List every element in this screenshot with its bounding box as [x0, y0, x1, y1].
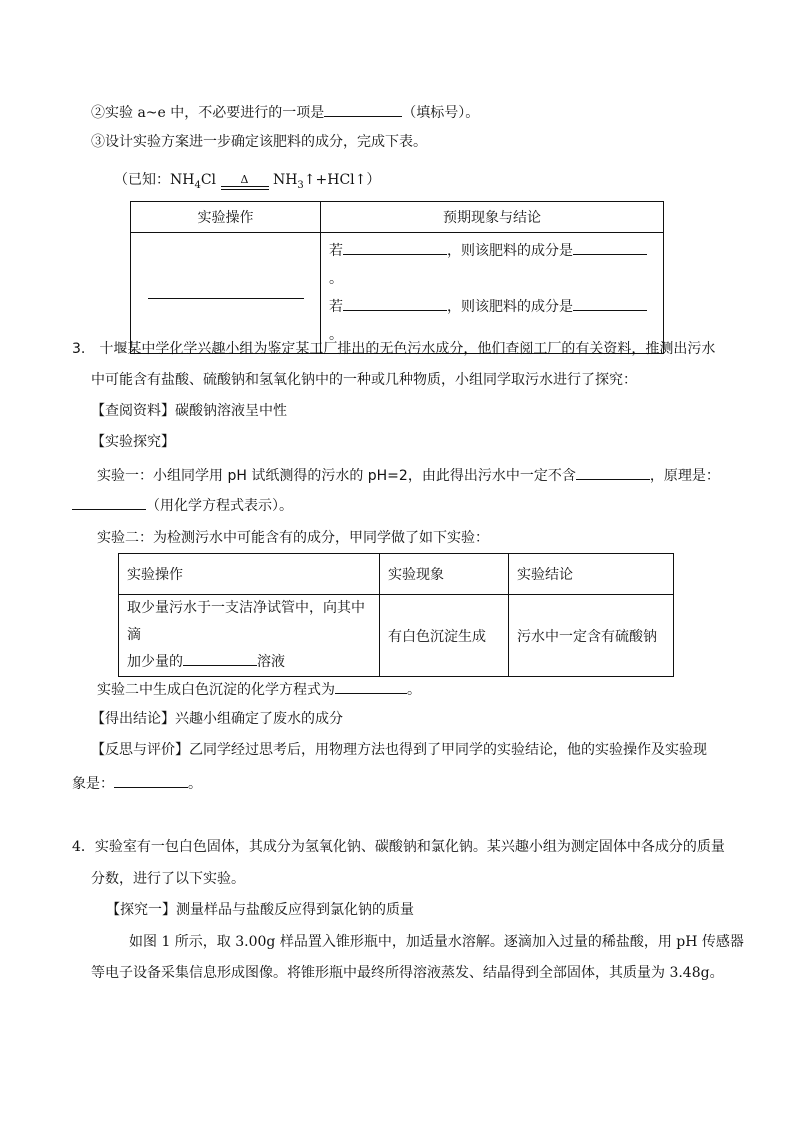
expected-row-1: 若 ，则该肥料的成分是。	[329, 237, 655, 293]
q2-sub2-text: ②实验 a~e 中，不必要进行的一项是	[91, 105, 325, 121]
q2-sub2-suffix: （填标号）。	[402, 105, 480, 121]
q3-reflection-line2: 象是： 。	[72, 772, 202, 794]
q4-stem-line2: 分数，进行了以下实验。	[91, 871, 245, 887]
q2-sub2-line	[91, 101, 479, 123]
table-head-phenomenon: 实验现象	[380, 554, 509, 595]
q4-stem-line1: 4．实验室有一包白色固体，其成分为氢氧化钠、碳酸钠和氯化钠。某兴趣小组为测定固体中各成分的质量	[72, 839, 725, 855]
answer-blank[interactable]	[343, 295, 447, 311]
phenomenon-cell: 有白色沉淀生成	[380, 595, 509, 677]
q4-paragraph-line1: 如图 1 所示，取 3.00g 样品置入锥形瓶中，加适量水溶解。逐滴加入过量的稀盐酸，用 pH 传感器	[129, 934, 744, 950]
q4-explore1-title: 【探究一】测量样品与盐酸反应得到氯化钠的质量	[106, 902, 414, 918]
table-head-operation: 实验操作	[131, 202, 321, 233]
q3-exp2-intro: 实验二：为检测污水中可能含有的成分，甲同学做了如下实验：	[97, 530, 489, 546]
q3-explore-title: 【实验探究】	[91, 434, 175, 450]
q3-conclusion: 【得出结论】兴趣小组确定了废水的成分	[91, 711, 343, 727]
answer-blank[interactable]	[573, 295, 647, 311]
table-head-conclusion: 实验结论	[509, 554, 674, 595]
answer-blank[interactable]	[324, 101, 402, 117]
q3-stem-line2: 中可能含有盐酸、硫酸钠和氢氧化钠中的一种或几种物质，小组同学取污水进行了探究：	[91, 372, 637, 388]
answer-blank[interactable]	[183, 650, 257, 666]
q3-experiment-table	[118, 553, 674, 677]
answer-blank[interactable]	[335, 678, 407, 694]
conclusion-cell: 污水中一定含有硫酸钠	[509, 595, 674, 677]
fertilizer-plan-table	[130, 201, 664, 354]
expected-row-2: 若 ，则该肥料的成分是。	[329, 293, 655, 349]
expected-cell	[321, 233, 664, 354]
delta-symbol: Δ	[240, 172, 249, 186]
operation-blank[interactable]	[148, 283, 304, 299]
q3-reflection-line1: 【反思与评价】乙同学经过思考后，用物理方法也得到了甲同学的实验结论，他的实验操作及实验现	[91, 742, 707, 758]
q4-paragraph-line2: 等电子设备采集信息形成图像。将锥形瓶中最终所得溶液蒸发、结晶得到全部固体，其质量为 3.48g。	[91, 965, 724, 981]
q3-exp1-line2: （用化学方程式表示）。	[72, 494, 293, 516]
known-equation: （已知：$NH_4Cl$ Δ $NH_3↑+HCl↑$）	[114, 170, 380, 196]
answer-blank[interactable]	[343, 239, 447, 255]
q2-sub3-line: ③设计实验方案进一步确定该肥料的成分，完成下表。	[91, 134, 427, 150]
answer-blank[interactable]	[72, 494, 146, 510]
operation-cell	[131, 233, 321, 354]
answer-blank[interactable]	[114, 772, 188, 788]
q3-stem-line1: 3. 十堰某中学化学兴趣小组为鉴定某工厂排出的无色污水成分，他们查阅工厂的有关资料，推测出污水	[72, 341, 716, 357]
q3-exp2-equation-line: 实验二中生成白色沉淀的化学方程式为 。	[97, 678, 421, 700]
q3-reference: 【查阅资料】碳酸钠溶液呈中性	[91, 403, 287, 419]
table-head-operation: 实验操作	[119, 554, 380, 595]
table-head-expected: 预期现象与结论	[321, 202, 664, 233]
answer-blank[interactable]	[576, 464, 650, 480]
operation-cell: 取少量污水于一支洁净试管中，向其中滴 加少量的 溶液	[119, 595, 380, 677]
heating-equals-sign	[221, 172, 269, 196]
answer-blank[interactable]	[573, 239, 647, 255]
q3-exp1-line: 实验一：小组同学用 pH 试纸测得的污水的 pH=2，由此得出污水中一定不含 ，原理是：	[97, 464, 720, 486]
